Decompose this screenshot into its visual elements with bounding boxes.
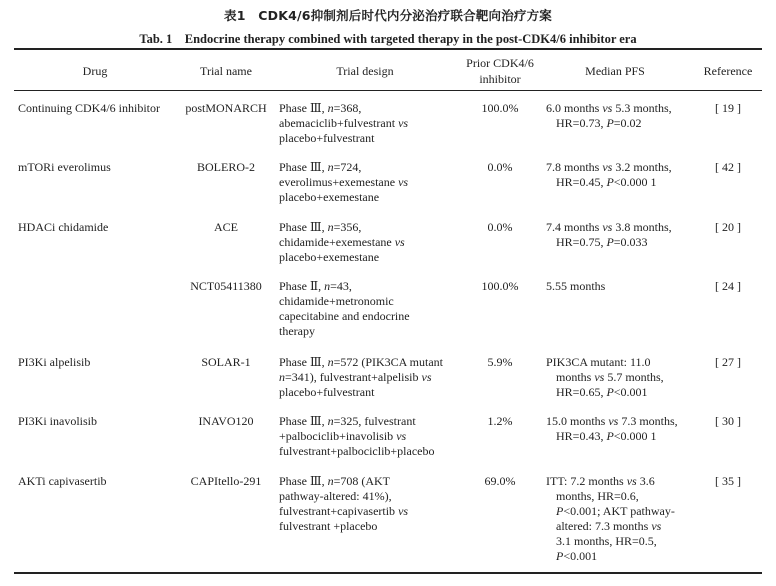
cell-trial-design-line: placebo+fulvestrant [279,385,375,399]
cell-reference: [ 30 ] [715,414,741,428]
cell-median-pfs-line: altered: 7.3 months vs [556,519,662,533]
cell-prior-inhibitor: 69.0% [484,474,516,488]
cell-drug: PI3Ki alpelisib [18,355,91,369]
cell-trial-design-line: chidamide+exemestane vs [279,235,405,249]
cell-drug: PI3Ki inavolisib [18,414,98,428]
cell-prior-inhibitor: 100.0% [481,279,519,293]
cell-median-pfs-line: HR=0.73, P=0.02 [556,116,642,130]
cell-median-pfs-line: months vs 5.7 months, [556,370,664,384]
cell-trial-design-line: placebo+fulvestrant [279,131,375,145]
cell-reference: [ 24 ] [715,279,741,293]
cell-trial-design-line: chidamide+metronomic [279,294,394,308]
cell-trial-design-line: capecitabine and endocrine [279,309,410,323]
cell-trial-design-line: fulvestrant+capivasertib vs [279,504,409,518]
cell-drug: mTORi everolimus [18,160,111,174]
cell-median-pfs-line: months, HR=0.6, [556,489,639,503]
cell-trial-name: INAVO120 [198,414,254,428]
header-trial-design: Trial design [336,64,394,78]
cell-drug: HDACi chidamide [18,220,109,234]
cell-median-pfs-line: HR=0.75, P=0.033 [556,235,648,249]
cell-trial-name: postMONARCH [185,101,267,115]
header-prior-line1: Prior CDK4/6 [466,56,534,70]
table-title-chinese: 表1 CDK4/6抑制剂后时代内分泌治疗联合靶向治疗方案 [224,8,552,23]
cell-trial-name: SOLAR-1 [201,355,251,369]
cell-prior-inhibitor: 0.0% [487,220,513,234]
header-prior-line2: inhibitor [479,72,521,86]
cell-reference: [ 19 ] [715,101,741,115]
cell-median-pfs-line: 7.8 months vs 3.2 months, [546,160,672,174]
cell-median-pfs-line: P<0.001 [556,549,598,563]
cell-prior-inhibitor: 100.0% [481,101,519,115]
cell-median-pfs-line: P<0.001; AKT pathway- [556,504,675,518]
cell-median-pfs-line: HR=0.45, P<0.000 1 [556,175,657,189]
header-rule [14,90,762,91]
cell-trial-design-line: Phase Ⅱ, n=43, [279,279,352,293]
cell-trial-design-line: +palbociclib+inavolisib vs [279,429,407,443]
bottom-rule [14,572,762,574]
cell-trial-design-line: fulvestrant+palbociclib+placebo [279,444,435,458]
cell-trial-design-line: therapy [279,324,315,338]
cell-median-pfs-line: 5.55 months [546,279,606,293]
table-title-english: Tab. 1 Endocrine therapy combined with targeted therapy in the post-CDK4/6 inhibitor era [139,32,637,46]
cell-reference: [ 42 ] [715,160,741,174]
header-drug: Drug [82,64,108,78]
cell-median-pfs-line: HR=0.65, P<0.001 [556,385,648,399]
cell-median-pfs-line: 6.0 months vs 5.3 months, [546,101,672,115]
cell-median-pfs-line: 7.4 months vs 3.8 months, [546,220,672,234]
cell-trial-design-line: placebo+exemestane [279,250,380,264]
cell-trial-design-line: Phase Ⅲ, n=572 (PIK3CA mutant [279,355,444,369]
cell-trial-name: BOLERO-2 [197,160,255,174]
cell-trial-design-line: n=341), fulvestrant+alpelisib vs [279,370,432,384]
header-trial-name: Trial name [200,64,252,78]
cell-trial-design-line: Phase Ⅲ, n=368, [279,101,362,115]
cell-prior-inhibitor: 1.2% [487,414,513,428]
cell-trial-design-line: Phase Ⅲ, n=325, fulvestrant [279,414,416,428]
cell-median-pfs-line: PIK3CA mutant: 11.0 [546,355,651,369]
cell-reference: [ 35 ] [715,474,741,488]
cell-trial-design-line: fulvestrant +placebo [279,519,378,533]
cell-prior-inhibitor: 0.0% [487,160,513,174]
cell-trial-design-line: Phase Ⅲ, n=708 (AKT [279,474,391,488]
cell-reference: [ 27 ] [715,355,741,369]
cell-trial-design-line: Phase Ⅲ, n=356, [279,220,362,234]
cell-trial-design-line: abemaciclib+fulvestrant vs [279,116,409,130]
cell-median-pfs-line: 15.0 months vs 7.3 months, [546,414,678,428]
cell-median-pfs-line: ITT: 7.2 months vs 3.6 [546,474,655,488]
cell-reference: [ 20 ] [715,220,741,234]
cell-trial-design-line: Phase Ⅲ, n=724, [279,160,362,174]
cell-trial-name: NCT05411380 [190,279,262,293]
cell-median-pfs-line: 3.1 months, HR=0.5, [556,534,657,548]
cell-trial-name: ACE [214,220,238,234]
cell-trial-design-line: everolimus+exemestane vs [279,175,409,189]
cell-drug: Continuing CDK4/6 inhibitor [18,101,161,115]
cell-trial-name: CAPItello-291 [190,474,262,488]
cell-prior-inhibitor: 5.9% [487,355,513,369]
cell-drug: AKTi capivasertib [18,474,107,488]
top-rule [14,48,762,50]
cell-trial-design-line: placebo+exemestane [279,190,380,204]
cell-trial-design-line: pathway-altered: 41%), [279,489,392,503]
header-reference: Reference [703,64,753,78]
cell-median-pfs-line: HR=0.43, P<0.000 1 [556,429,657,443]
header-median-pfs: Median PFS [585,64,645,78]
